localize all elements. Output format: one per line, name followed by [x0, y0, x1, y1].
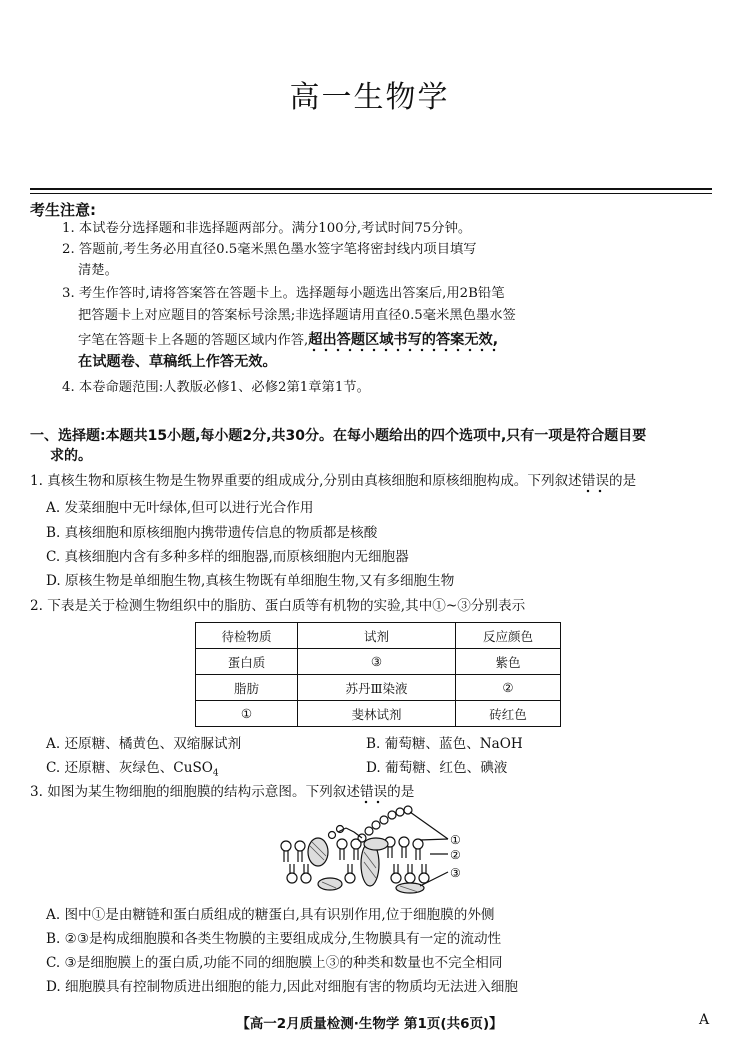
- notice-item-2: 2. 答题前,考生务必用直径0.5毫米黑色墨水签字笔将密封线内项目填写: [62, 242, 477, 257]
- cell-membrane-diagram: [270, 802, 470, 896]
- notice-item-3-cont1: 把答题卡上对应题目的答案标号涂黑;非选择题请用直径0.5毫米黑色墨水签: [78, 308, 516, 323]
- page-footer: 【高一2月质量检测·生物学 第1页(共6页)】: [236, 1016, 503, 1032]
- table-cell: ②: [456, 675, 561, 701]
- question-3-option-a: A. 图中①是由糖链和蛋白质组成的糖蛋白,具有识别作用,位于细胞膜的外侧: [46, 907, 495, 923]
- question-2-option-c-text: C. 还原糖、灰绿色、CuSO: [46, 760, 213, 776]
- diagram-label-2: ②: [450, 848, 461, 862]
- question-3-option-c: C. ③是细胞膜上的蛋白质,功能不同的细胞膜上③的种类和数量也不完全相同: [46, 955, 503, 971]
- table-header-cell: 待检物质: [196, 623, 298, 649]
- question-1-option-a: A. 发菜细胞中无叶绿体,但可以进行光合作用: [46, 500, 314, 516]
- phospholipid-lower-layer: [287, 864, 429, 883]
- section-heading: [30, 426, 715, 466]
- paper-version: A: [699, 1012, 710, 1028]
- section-heading-line1: 一、选择题:本题共15小题,每小题2分,共30分。在每小题给出的四个选项中,只有一项是符合题目要: [30, 428, 647, 444]
- question-1-stem-text: 1. 真核生物和原核生物是生物界重要的组成成分,分别由真核细胞和原核细胞构成。下列叙述: [30, 473, 582, 489]
- question-2-option-a: A. 还原糖、橘黄色、双缩脲试剂: [46, 736, 242, 752]
- table-row: [196, 649, 561, 675]
- page-title: 高一生物学: [289, 80, 450, 115]
- glycoprotein-sugar-chain: [329, 806, 413, 842]
- notice-item-1: 1. 本试卷分选择题和非选择题两部分。满分100分,考试时间75分钟。: [62, 221, 472, 236]
- question-1-emphasis: 错误: [582, 473, 609, 493]
- question-1-stem-tail: 的是: [608, 473, 637, 489]
- notice-item-3-cont2: [78, 331, 498, 350]
- experiment-table: [195, 622, 561, 727]
- table-cell: ③: [298, 649, 456, 675]
- question-3-stem: [30, 783, 414, 801]
- table-row: [196, 675, 561, 701]
- notice-item-2-cont: 清楚。: [78, 263, 118, 278]
- notice-item-4: 4. 本卷命题范围:人教版必修1、必修2第1章第1节。: [62, 380, 370, 395]
- diagram-label-1: ①: [450, 833, 461, 847]
- question-3-emphasis: 错误: [360, 784, 387, 804]
- table-cell: ①: [196, 701, 298, 727]
- divider-thin: [30, 193, 712, 194]
- table-header-cell: 反应颜色: [456, 623, 561, 649]
- question-1-stem: [30, 472, 636, 490]
- question-3-stem-tail: 的是: [387, 784, 415, 800]
- phospholipid-upper-layer: [281, 837, 423, 862]
- question-2-option-c: [46, 759, 219, 783]
- notice-heading: 考生注意:: [30, 201, 96, 219]
- table-cell: 斐林试剂: [298, 701, 456, 727]
- question-2-option-b: B. 葡萄糖、蓝色、NaOH: [366, 736, 523, 752]
- diagram-label-3: ③: [450, 866, 461, 880]
- notice-item-3-text: 字笔在答题卡上各题的答题区域内作答,: [78, 333, 309, 348]
- question-3-stem-text: 3. 如图为某生物细胞的细胞膜的结构示意图。下列叙述: [30, 784, 360, 800]
- question-3-option-b: B. ②③是构成细胞膜和各类生物膜的主要组成成分,生物膜具有一定的流动性: [46, 931, 502, 947]
- question-2-option-d: D. 葡萄糖、红色、碘液: [366, 760, 508, 776]
- question-2-option-c-subscript: 4: [212, 768, 219, 779]
- notice-emphasis-1: 超出答题区域书写的答案无效,: [308, 332, 498, 352]
- question-1-option-b: B. 真核细胞和原核细胞内携带遗传信息的物质都是核酸: [46, 525, 378, 541]
- section-heading-line2: 求的。: [50, 448, 92, 464]
- table-row: [196, 701, 561, 727]
- divider-thick: [30, 188, 712, 190]
- notice-item-3: 3. 考生作答时,请将答案答在答题卡上。选择题每小题选出答案后,用2B铅笔: [62, 286, 505, 301]
- question-2-stem: 2. 下表是关于检测生物组织中的脂肪、蛋白质等有机物的实验,其中①~③分别表示: [30, 598, 526, 614]
- question-3-option-d: D. 细胞膜具有控制物质进出细胞的能力,因此对细胞有害的物质均无法进入细胞: [46, 979, 518, 995]
- table-header-cell: 试剂: [298, 623, 456, 649]
- table-cell: 紫色: [456, 649, 561, 675]
- table-cell: 脂肪: [196, 675, 298, 701]
- table-cell: 苏丹Ⅲ染液: [298, 675, 456, 701]
- notice-emphasis-2: 在试题卷、草稿纸上作答无效。: [78, 354, 277, 370]
- table-cell: 蛋白质: [196, 649, 298, 675]
- question-1-option-d: D. 原核生物是单细胞生物,真核生物既有单细胞生物,又有多细胞生物: [46, 573, 455, 589]
- table-header-row: [196, 623, 561, 649]
- question-1-option-c: C. 真核细胞内含有多种多样的细胞器,而原核细胞内无细胞器: [46, 549, 409, 565]
- table-cell: 砖红色: [456, 701, 561, 727]
